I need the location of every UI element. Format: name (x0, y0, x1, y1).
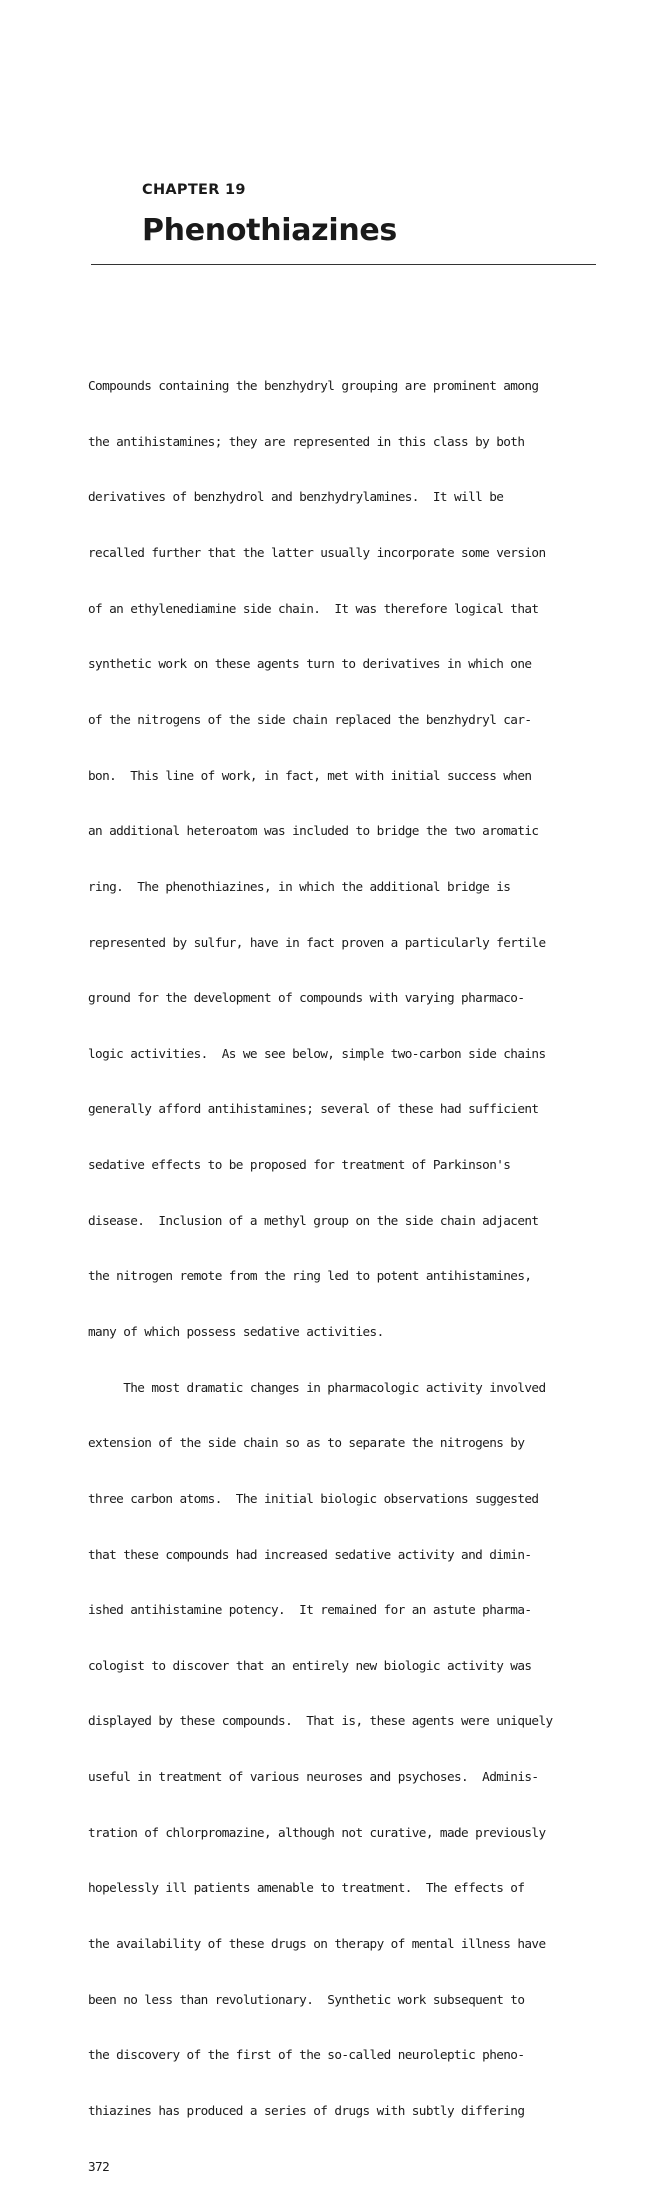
body-line: ished antihistamine potency. It remained for an astute pharma- (88, 1602, 532, 1618)
body-line: the antihistamines; they are represented in this class by both (88, 433, 525, 449)
body-line: synthetic work on these agents turn to derivatives in which one (88, 656, 532, 672)
body-line: generally afford antihistamines; several of these had sufficient (88, 1101, 539, 1117)
body-line: been no less than revolutionary. Synthetic work subsequent to (88, 1991, 525, 2007)
body-line: the nitrogen remote from the ring led to potent antihistamines, (88, 1268, 532, 1284)
body-line: of an ethylenediamine side chain. It was therefore logical that (88, 600, 539, 616)
body-line: tration of chlorpromazine, although not curative, made previously (88, 1824, 546, 1840)
body-line: extension of the side chain so as to separate the nitrogens by (88, 1435, 525, 1451)
body-line: sedative effects to be proposed for treatment of Parkinson's (88, 1157, 511, 1173)
body-line: The most dramatic changes in pharmacologic activity involved (88, 1379, 546, 1395)
page-number: 372 (88, 2158, 110, 2174)
chapter-label: CHAPTER 19 (142, 182, 246, 198)
body-line: cologist to discover that an entirely new biologic activity was (88, 1657, 532, 1673)
body-line: that these compounds had increased sedative activity and dimin- (88, 1546, 532, 1562)
body-line: recalled further that the latter usually incorporate some version (88, 545, 546, 561)
body-line: three carbon atoms. The initial biologic observations suggested (88, 1490, 539, 1506)
body-text (88, 340, 636, 2195)
title-divider (91, 264, 596, 265)
body-line: of the nitrogens of the side chain replaced the benzhydryl car- (88, 711, 532, 727)
body-line: the discovery of the first of the so-called neuroleptic pheno- (88, 2047, 525, 2063)
body-line: derivatives of benzhydrol and benzhydrylamines. It will be (88, 489, 504, 505)
body-line: useful in treatment of various neuroses and psychoses. Adminis- (88, 1769, 539, 1785)
body-line: the availability of these drugs on therapy of mental illness have (88, 1936, 546, 1952)
body-line: many of which possess sedative activities. (88, 1323, 384, 1339)
body-line: bon. This line of work, in fact, met with initial success when (88, 767, 532, 783)
body-line: ground for the development of compounds with varying pharmaco- (88, 990, 525, 1006)
body-line: ring. The phenothiazines, in which the additional bridge is (88, 878, 511, 894)
body-line: an additional heteroatom was included to bridge the two aromatic (88, 823, 539, 839)
body-line: thiazines has produced a series of drugs with subtly differing (88, 2102, 525, 2118)
body-line: logic activities. As we see below, simple two-carbon side chains (88, 1045, 546, 1061)
body-line: Compounds containing the benzhydryl grouping are prominent among (88, 378, 539, 394)
body-line: hopelessly ill patients amenable to treatment. The effects of (88, 1880, 525, 1896)
body-line: disease. Inclusion of a methyl group on the side chain adjacent (88, 1212, 539, 1228)
body-line: represented by sulfur, have in fact proven a particularly fertile (88, 934, 546, 950)
chapter-title: Phenothiazines (142, 213, 397, 248)
body-line: displayed by these compounds. That is, these agents were uniquely (88, 1713, 553, 1729)
